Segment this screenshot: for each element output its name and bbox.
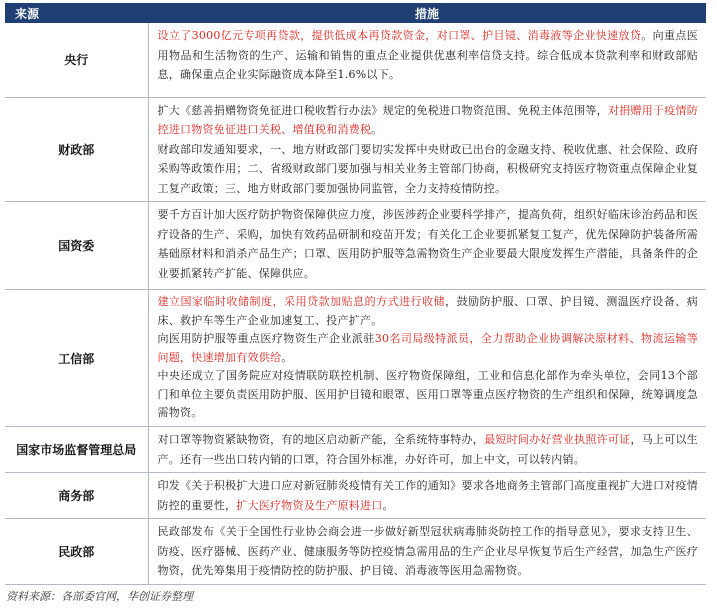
row-measures (148, 290, 706, 427)
row-measures (148, 97, 706, 202)
row-measures (148, 23, 706, 97)
table-row (5, 473, 706, 519)
table-row (5, 23, 706, 97)
body-text: 。向重点医用物品和生活物资的生产、运输和销售的重点企业提供优惠利率信贷支持。综合低成本贷款利率和财政部贴息，确保重点企业实际融资成本降至1.6%以下。 (157, 29, 698, 81)
row-source: 国资委 (5, 202, 148, 290)
policy-measures-table (5, 3, 706, 585)
body-text: 对口罩等物资紧缺物资，有的地区启动新产能，全系统特事特办， (157, 433, 485, 446)
measure-paragraph (158, 26, 699, 85)
row-source: 商务部 (5, 473, 148, 519)
measure-paragraph (158, 330, 699, 367)
measure-paragraph (158, 522, 699, 581)
highlighted-text: 对捐赠用于疫情防控进口物资免征进口关税、增值税和消费税 (157, 103, 699, 136)
highlighted-text: 最短时间办好营业执照许可证 (484, 433, 631, 446)
table-row (5, 427, 706, 473)
body-text: 财政部印发通知要求，一、地方财政部门要切实发挥中央财政已出台的金融支持、税收优惠、社会保险、政府采购等政策作用；二、省级财政部门要加强与相关业务主管部门协商，积极研究支持医疗物资重点保障企业复工复产政策；三、地方财政部门要加强协同监管，全力支持疫情防控。 (157, 142, 698, 195)
table-header-row (5, 3, 706, 23)
header-measures: 措施 (148, 3, 706, 23)
table-row (5, 290, 706, 427)
table-body (5, 23, 706, 584)
header-source: 来源 (5, 3, 148, 23)
source-footnote: 资料来源：各部委官网，华创证券整理 (6, 590, 193, 603)
row-source: 民政部 (5, 519, 148, 585)
body-text: 要千方百计加大医疗防护物资保障供应力度，涉医涉药企业要科学排产，提高负荷，组织好临床诊治药品和医疗设备的生产、采购，加快有效药品研制和疫苗开发；有关化工企业要抓紧复工复产，优先保障防护装备所需基础原材料和消杀产品生产；口罩、医用防护服等急需物资生产企业要最大限度发挥生产潜能，具备条件的企业要抓紧转产扩能、保障供应。 (157, 208, 698, 280)
body-text: 。 (382, 498, 394, 512)
body-text: 民政部发布《关于全国性行业协会商会进一步做好新型冠状病毒肺炎防控工作的指导意见》，要求支持卫生、防疫、医疗器械、医药产业、健康服务等防控疫情急需用品的生产企业尽早恢复节后生产经营，加急生产医疗物资，优先筹集用于疫情防控的防护服、护目镜、消毒液等医用急需物资。 (157, 525, 698, 577)
body-text: ，马上可以生产。还有一些出口转内销的口罩，符合国外标准，办好许可，加上中文，可以转内销。 (157, 433, 699, 466)
row-measures (148, 427, 706, 473)
body-text: 。 (281, 350, 293, 364)
measure-paragraph (158, 367, 699, 423)
highlighted-text: 扩大医疗物资及生产原料进口 (236, 498, 383, 512)
highlighted-text: 建立国家临时收储制度，采用贷款加贴息的方式进行收储 (157, 295, 446, 308)
measure-paragraph (158, 293, 699, 330)
highlighted-text: 设立了3000亿元专项再贷款，提供低成本再贷款资金，对口罩、护目镜、消毒液等企业快速放贷 (157, 29, 642, 42)
table-row (5, 97, 706, 202)
body-text: 中央还成立了国务院应对疫情联防联控机制、医疗物资保障组，工业和信息化部作为牵头单位，会同13个部门和单位主要负责医用防护服、医用护目镜和眼罩、医用口罩等重点医疗物资的生产组织和保障，统筹调度急需物资。 (157, 369, 698, 419)
row-source: 财政部 (5, 97, 148, 202)
measure-paragraph (158, 140, 699, 199)
row-source: 国家市场监督管理总局 (5, 427, 148, 473)
measure-paragraph (158, 430, 699, 469)
table-row (5, 519, 706, 585)
row-source: 工信部 (5, 290, 148, 427)
body-text: 印发《关于积极扩大进口应对新冠肺炎疫情有关工作的通知》要求各地商务主管部门高度重视扩大进口对疫情防控的重要性， (157, 479, 698, 512)
row-source: 央行 (5, 23, 148, 97)
body-text: 扩大《慈善捐赠物资免征进口税收暂行办法》规定的免税进口物资范围、免税主体范围等， (157, 103, 608, 117)
highlighted-text: 30名司局级特派员，全力帮助企业协调解决原材料、物流运输等问题，快速增加有效供给 (157, 332, 699, 364)
row-measures (148, 202, 706, 290)
measure-paragraph (158, 476, 699, 515)
body-text: ，鼓励防护服、口罩、护目镜、测温医疗设备、病床、救护车等生产企业加速复工、投产扩产。 (157, 295, 699, 327)
table-row (5, 202, 706, 290)
measure-paragraph (158, 101, 699, 140)
measure-paragraph (158, 205, 699, 283)
body-text: 向医用防护服等重点医疗物资生产企业派驻 (157, 332, 375, 345)
body-text: 。 (371, 123, 383, 136)
row-measures (148, 519, 706, 585)
row-measures (148, 473, 706, 519)
